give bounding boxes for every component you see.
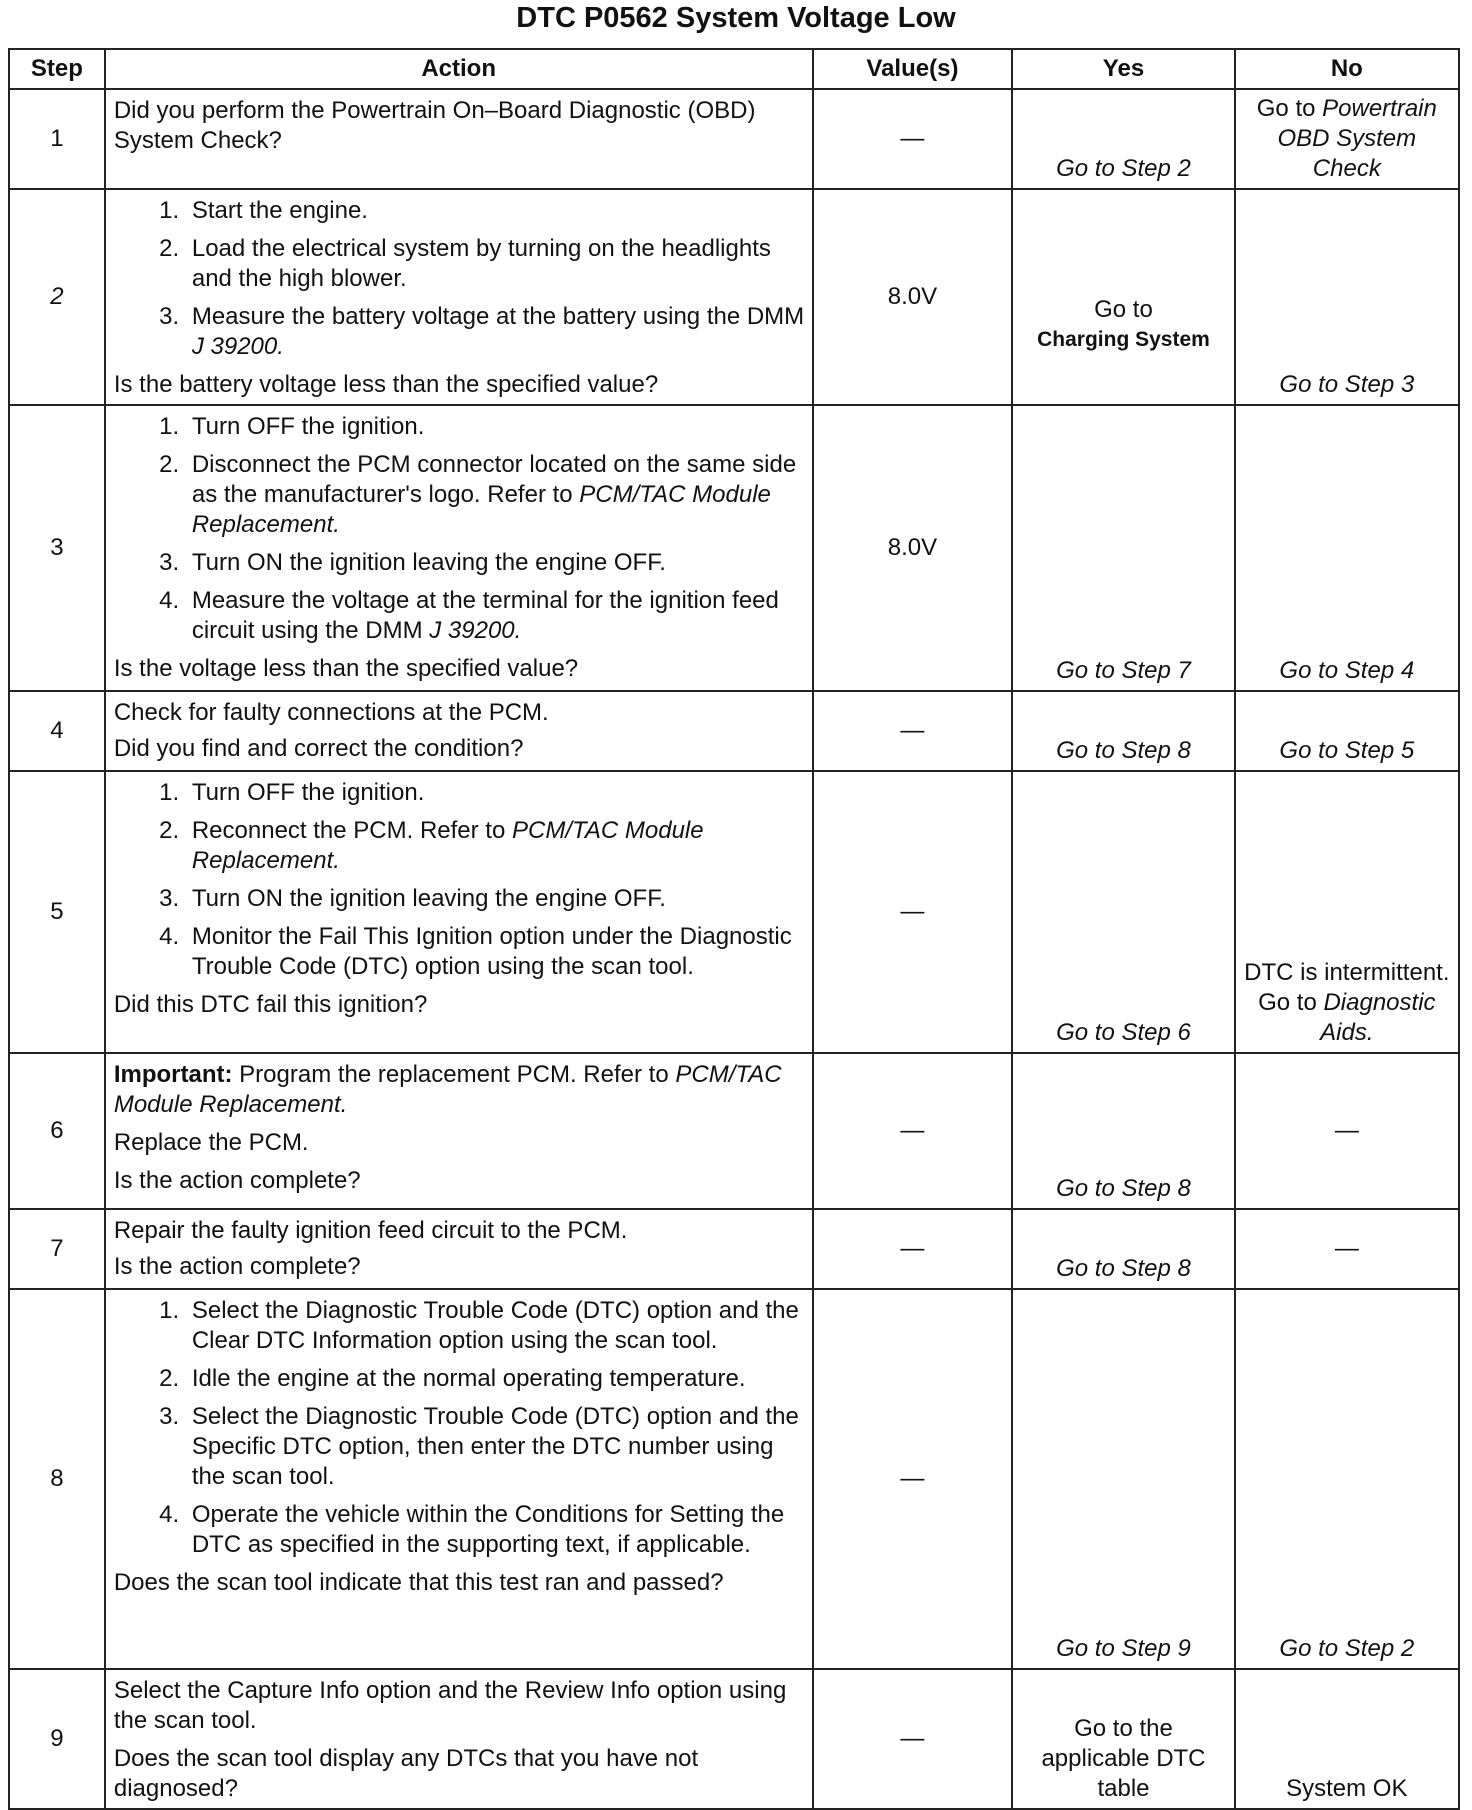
table-row	[9, 1289, 1459, 1669]
value-cell: —	[813, 1053, 1013, 1209]
no-reference: Powertrain OBD System Check	[1277, 95, 1437, 182]
action-cell	[105, 1209, 813, 1289]
yes-prefix: Go to	[1094, 296, 1153, 323]
action-line: Check for faulty connections at the PCM.	[113, 699, 549, 726]
action-cell	[105, 771, 813, 1053]
tool-reference: J 39200.	[429, 617, 522, 644]
table-row	[9, 405, 1459, 691]
value-cell: —	[813, 691, 1013, 771]
no-cell: Go to Step 3	[1235, 189, 1459, 405]
no-cell: Go to Step 5	[1235, 691, 1459, 771]
action-cell	[105, 405, 813, 691]
action-question: Is the voltage less than the specified value?	[113, 655, 579, 682]
important-label: Important:	[113, 1061, 233, 1088]
yes-cell	[1012, 189, 1234, 405]
header-yes: Yes	[1012, 49, 1234, 89]
step-number: 5	[9, 771, 105, 1053]
value-cell: 8.0V	[813, 189, 1013, 405]
action-cell	[105, 89, 813, 189]
table-row	[9, 189, 1459, 405]
yes-cell: Go to the applicable DTC table	[1012, 1669, 1234, 1809]
list-item: 4. Measure the voltage at the terminal for the ignition feed circuit using the DMM J 39200.	[186, 586, 806, 646]
no-cell: System OK	[1235, 1669, 1459, 1809]
action-question: Did you perform the Powertrain On–Board Diagnostic (OBD) System Check?	[113, 97, 756, 154]
table-row	[9, 691, 1459, 771]
table-row	[9, 771, 1459, 1053]
no-prefix: Go to	[1256, 95, 1316, 122]
yes-cell: Go to Step 9	[1012, 1289, 1234, 1669]
no-cell	[1235, 89, 1459, 189]
list-item: 2. Idle the engine at the normal operating temperature.	[186, 1364, 806, 1394]
action-line: Select the Capture Info option and the Review Info option using the scan tool.	[113, 1677, 787, 1734]
list-item: 4. Monitor the Fail This Ignition option under the Diagnostic Trouble Code (DTC) option using the scan tool.	[186, 922, 806, 982]
header-step: Step	[9, 49, 105, 89]
action-question: Is the action complete?	[113, 1167, 361, 1194]
action-question: Did you find and correct the condition?	[113, 735, 524, 762]
list-item: 4. Operate the vehicle within the Conditions for Setting the DTC as specified in the supporting text, if applicable.	[186, 1500, 806, 1560]
list-item: 3. Select the Diagnostic Trouble Code (DTC) option and the Specific DTC option, then enter the DTC number using the scan tool.	[186, 1402, 806, 1492]
step-number: 8	[9, 1289, 105, 1669]
list-item: 2. Disconnect the PCM connector located on the same side as the manufacturer's logo. Refer to PCM/TAC Module Replacement.	[186, 450, 806, 540]
step-number: 6	[9, 1053, 105, 1209]
list-item: 1. Start the engine.	[186, 196, 806, 226]
action-question: Did this DTC fail this ignition?	[113, 991, 428, 1018]
no-cell: —	[1235, 1209, 1459, 1289]
header-no: No	[1235, 49, 1459, 89]
important-note: Important: Program the replacement PCM. Refer to PCM/TAC Module Replacement.	[113, 1061, 782, 1118]
no-cell: Go to Step 4	[1235, 405, 1459, 691]
value-cell: —	[813, 89, 1013, 189]
header-action: Action	[105, 49, 813, 89]
yes-cell: Go to Step 7	[1012, 405, 1234, 691]
action-steps-list	[114, 1296, 806, 1560]
action-cell	[105, 1053, 813, 1209]
yes-cell: Go to Step 8	[1012, 691, 1234, 771]
step-number: 4	[9, 691, 105, 771]
action-cell	[105, 189, 813, 405]
action-cell	[105, 1289, 813, 1669]
step-number: 7	[9, 1209, 105, 1289]
table-row	[9, 1053, 1459, 1209]
step-number: 3	[9, 405, 105, 691]
page-title: DTC P0562 System Voltage Low	[516, 2, 956, 34]
value-cell: —	[813, 1669, 1013, 1809]
action-question: Is the battery voltage less than the specified value?	[113, 371, 659, 398]
action-steps-list	[114, 196, 806, 362]
yes-cell: Go to Step 6	[1012, 771, 1234, 1053]
header-row	[9, 49, 1459, 89]
table-row	[9, 89, 1459, 189]
reference-link: PCM/TAC Module Replacement.	[113, 1061, 782, 1118]
yes-cell: Go to Step 8	[1012, 1209, 1234, 1289]
action-question: Is the action complete?	[113, 1253, 361, 1280]
yes-cell: Go to Step 8	[1012, 1053, 1234, 1209]
tool-reference: J 39200.	[191, 333, 284, 360]
list-item: 1. Turn OFF the ignition.	[186, 778, 806, 808]
list-item: 2. Load the electrical system by turning on the headlights and the high blower.	[186, 234, 806, 294]
step-number: 1	[9, 89, 105, 189]
value-cell: 8.0V	[813, 405, 1013, 691]
action-cell	[105, 1669, 813, 1809]
list-item: 2. Reconnect the PCM. Refer to PCM/TAC Module Replacement.	[186, 816, 806, 876]
list-item: 3. Turn ON the ignition leaving the engine OFF.	[186, 884, 806, 914]
no-cell: —	[1235, 1053, 1459, 1209]
diagnostic-table	[8, 48, 1460, 1810]
table-row	[9, 1669, 1459, 1809]
value-cell: —	[813, 771, 1013, 1053]
yes-cell: Go to Step 2	[1012, 89, 1234, 189]
value-cell: —	[813, 1209, 1013, 1289]
action-line: Replace the PCM.	[113, 1129, 309, 1156]
action-steps-list	[114, 778, 806, 982]
action-cell	[105, 691, 813, 771]
no-cell: Go to Step 2	[1235, 1289, 1459, 1669]
value-cell: —	[813, 1289, 1013, 1669]
no-reference: Diagnostic Aids.	[1320, 989, 1436, 1046]
action-line: Repair the faulty ignition feed circuit to the PCM.	[113, 1217, 628, 1244]
header-values: Value(s)	[813, 49, 1013, 89]
no-cell	[1235, 771, 1459, 1053]
reference-link: PCM/TAC Module Replacement.	[191, 817, 704, 874]
no-text: DTC is intermittent. Go to	[1244, 959, 1450, 1016]
yes-reference: Charging System	[1037, 328, 1210, 351]
step-number: 9	[9, 1669, 105, 1809]
list-item: 1. Turn OFF the ignition.	[186, 412, 806, 442]
action-question: Does the scan tool indicate that this test ran and passed?	[113, 1569, 724, 1596]
list-item: 3. Turn ON the ignition leaving the engine OFF.	[186, 548, 806, 578]
action-question: Does the scan tool display any DTCs that you have not diagnosed?	[113, 1745, 699, 1802]
reference-link: PCM/TAC Module Replacement.	[191, 481, 771, 538]
list-item: 3. Measure the battery voltage at the battery using the DMM J 39200.	[186, 302, 806, 362]
table-row	[9, 1209, 1459, 1289]
list-item: 1. Select the Diagnostic Trouble Code (DTC) option and the Clear DTC Information option using the scan tool.	[186, 1296, 806, 1356]
action-steps-list	[114, 412, 806, 646]
step-number: 2	[9, 189, 105, 405]
